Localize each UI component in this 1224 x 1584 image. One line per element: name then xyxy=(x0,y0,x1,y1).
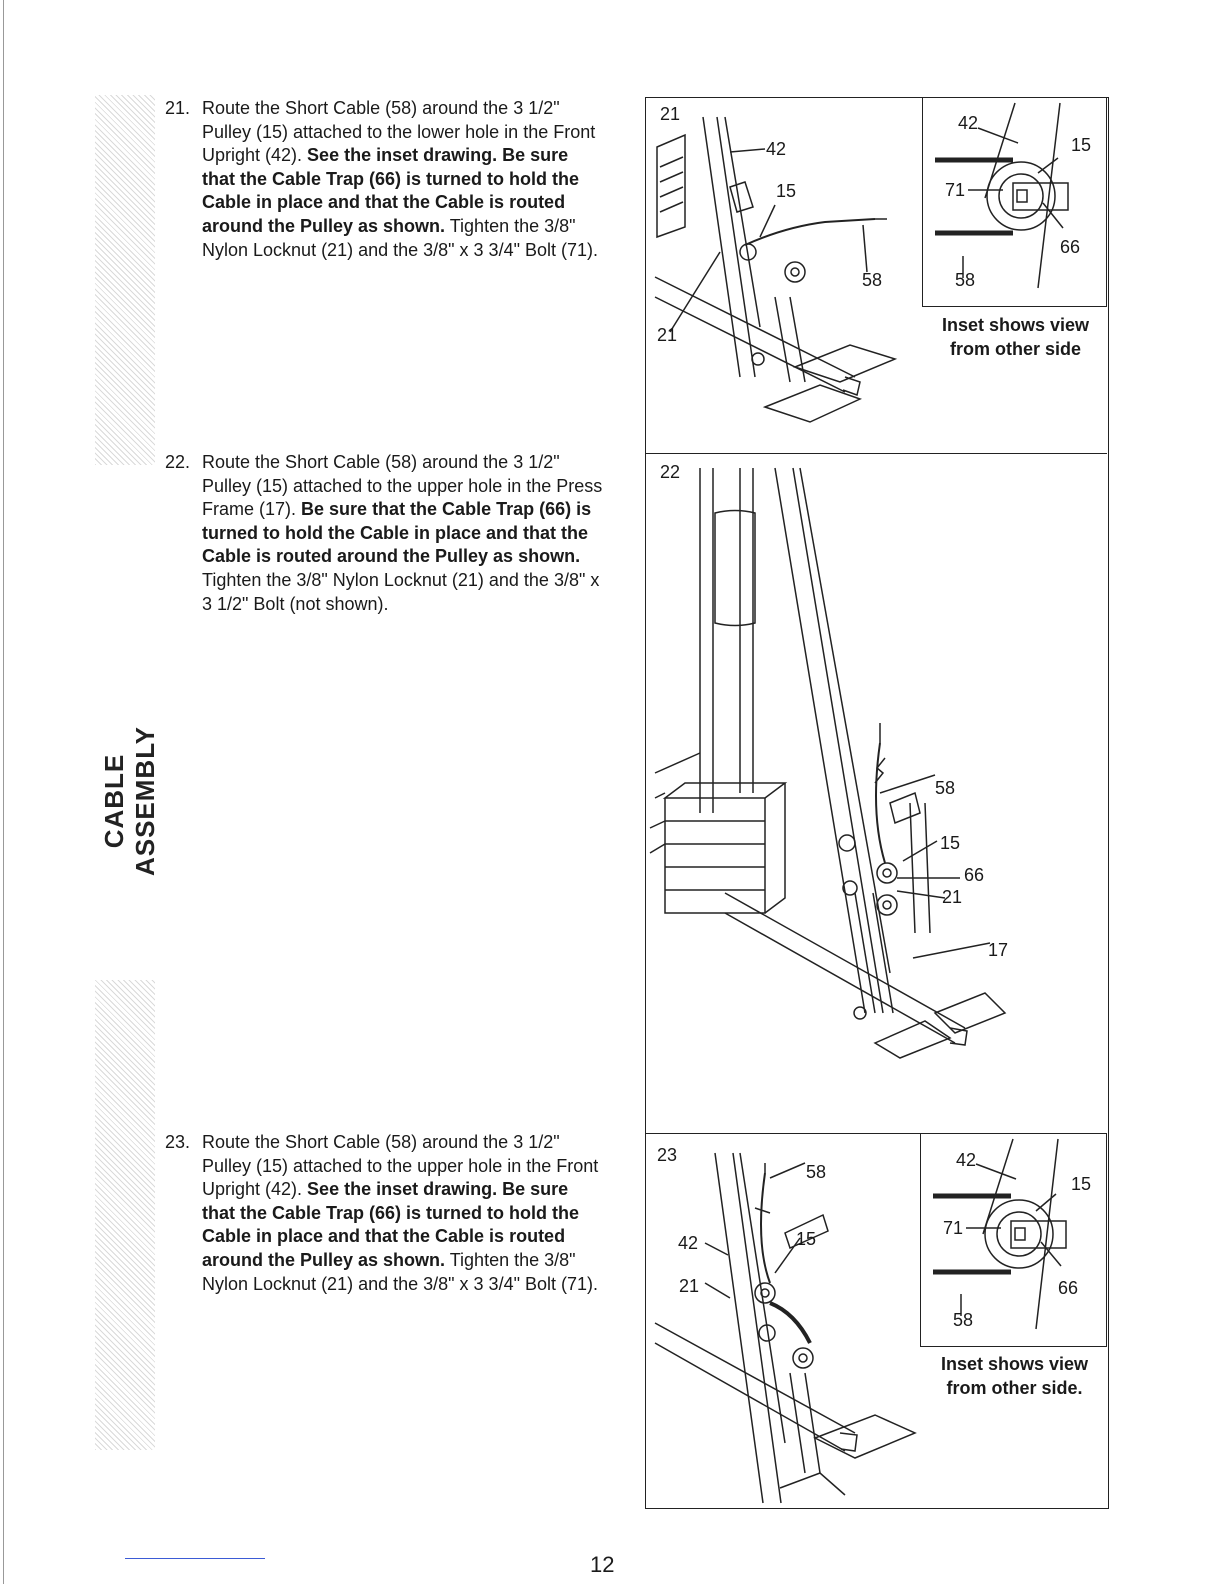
inset-callout-66: 66 xyxy=(1058,1278,1079,1298)
callout-21: 21 xyxy=(942,887,963,907)
step-23 xyxy=(165,1131,605,1296)
callout-21: 21 xyxy=(679,1276,700,1296)
step-text: Route the Short Cable (58) around the 3 1/2" Pulley (15) attached to the lower hole in the Front Upright (42). See the inset drawing. Be sure that the Cable Trap (66) is turned to hold the Cable in place and that the Cable is routed around the Pulley as shown. Tighten the 3/8" Nylon Locknut (21) and the 3/8" x 3 3/4" Bolt (71). xyxy=(202,98,598,260)
inset-callout-71: 71 xyxy=(943,1218,964,1238)
machine-drawing xyxy=(645,453,1107,1133)
inset-caption: Inset shows view from other side. xyxy=(940,1354,1089,1398)
step-number: 22. xyxy=(165,452,191,472)
page-number: 12 xyxy=(590,1552,615,1577)
inset-drawing xyxy=(920,1133,1107,1347)
footer-rule xyxy=(125,1558,265,1559)
section-tab xyxy=(100,640,160,940)
figure-number: 22 xyxy=(660,462,681,482)
step-number: 23. xyxy=(165,1132,191,1152)
inset-pulley-drawing xyxy=(921,1134,1106,1346)
step-number: 21. xyxy=(165,98,191,118)
step-text: Route the Short Cable (58) around the 3 1/2" Pulley (15) attached to the upper hole in the Press Frame (17). Be sure that the Cable Trap (66) is turned to hold the Cable in place and that the Cable is routed around the Pulley as shown. Tighten the 3/8" Nylon Locknut (21) and the 3/8" x 3 1/2" Bolt (not shown). xyxy=(202,452,603,614)
figure-number: 23 xyxy=(657,1145,678,1165)
callout-42: 42 xyxy=(766,139,787,159)
step-21 xyxy=(165,97,605,262)
inset-callout-71: 71 xyxy=(945,180,966,200)
callout-42: 42 xyxy=(678,1233,699,1253)
callout-15: 15 xyxy=(776,181,797,201)
step-22 xyxy=(165,451,605,616)
inset-callout-42: 42 xyxy=(956,1150,977,1170)
callout-15: 15 xyxy=(796,1229,817,1249)
inset-pulley-drawing xyxy=(923,98,1106,306)
callout-15: 15 xyxy=(940,833,961,853)
inset-callout-58: 58 xyxy=(955,270,976,290)
inset-caption: Inset shows view from other side xyxy=(941,315,1090,359)
callout-21: 21 xyxy=(657,325,678,345)
inset-callout-15: 15 xyxy=(1071,1174,1092,1194)
inset-callout-58: 58 xyxy=(953,1310,974,1330)
inset-callout-15: 15 xyxy=(1071,135,1092,155)
inset-callout-42: 42 xyxy=(958,113,979,133)
scan-noise xyxy=(95,95,155,465)
callout-58: 58 xyxy=(935,778,956,798)
machine-drawing xyxy=(645,1133,925,1507)
callout-58: 58 xyxy=(862,270,883,290)
callout-58: 58 xyxy=(806,1162,827,1182)
step-text: Route the Short Cable (58) around the 3 1/2" Pulley (15) attached to the upper hole in the Front Upright (42). See the inset drawing. Be sure that the Cable Trap (66) is turned to hold the Cable in place and that the Cable is routed around the Pulley as shown. Tighten the 3/8" Nylon Locknut (21) and the 3/8" x 3 3/4" Bolt (71). xyxy=(202,1132,599,1294)
inset-callout-66: 66 xyxy=(1060,237,1081,257)
figure-number: 21 xyxy=(660,104,681,124)
callout-66: 66 xyxy=(964,865,985,885)
inset-drawing xyxy=(922,97,1107,307)
section-tab-label: CABLE ASSEMBLY xyxy=(99,725,160,877)
callout-17: 17 xyxy=(988,940,1009,960)
page-edge xyxy=(3,0,4,1584)
scan-noise xyxy=(95,980,155,1450)
